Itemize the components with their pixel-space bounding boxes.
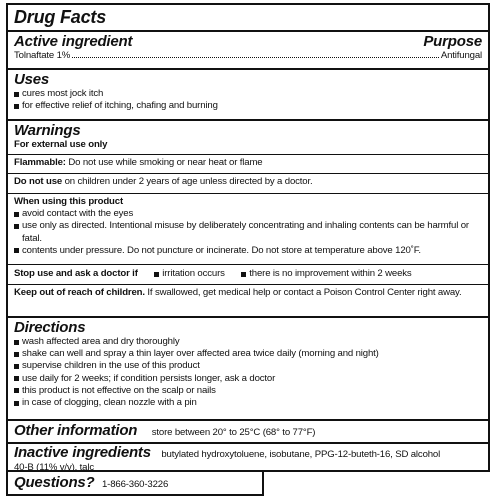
list-item: contents under pressure. Do not puncture or incinerate. Do not store at temperature above 120˚F. <box>14 245 482 257</box>
drug-facts-title: Drug Facts <box>14 7 107 27</box>
divider <box>8 419 488 421</box>
uses-section <box>8 71 488 112</box>
active-ingredient-section <box>8 33 488 62</box>
when-using-list <box>14 208 482 257</box>
divider <box>8 193 488 194</box>
directions-heading: Directions <box>14 319 86 336</box>
divider <box>8 173 488 174</box>
divider <box>8 68 488 70</box>
flammable-text: Do not use while smoking or near heat or flame <box>68 157 263 168</box>
flammable-warning <box>8 157 488 169</box>
directions-list <box>14 336 482 409</box>
uses-heading: Uses <box>14 71 50 88</box>
divider <box>8 30 488 32</box>
do-not-use-label: Do not use <box>14 176 63 187</box>
inactive-ingredients-section <box>8 444 488 474</box>
list-item: in case of clogging, clean nozzle with a pin <box>14 397 482 409</box>
inactive-ingredients-heading: Inactive ingredients <box>14 444 151 461</box>
stop-use-section <box>8 268 488 280</box>
flammable-label: Flammable: <box>14 157 66 168</box>
inactive-ingredients-text-continued: 40-B (11% v/v), talc <box>14 462 94 473</box>
directions-section <box>8 319 488 409</box>
dot-leader <box>72 57 439 58</box>
stop-use-item: there is no improvement within 2 weeks <box>241 268 411 280</box>
list-item: use only as directed. Intentional misuse by deliberately concentrating and inhaling contents can be harmful or fatal. <box>14 220 482 244</box>
external-use-label: For external use only <box>14 139 108 150</box>
list-item: supervise children in the use of this product <box>14 360 482 372</box>
inactive-ingredients-text: butylated hydroxytoluene, isobutane, PPG-12-buteth-16, SD alcohol <box>161 449 441 460</box>
active-ingredient-heading: Active ingredient <box>14 33 133 50</box>
warnings-heading-section <box>8 122 488 151</box>
questions-heading: Questions? <box>14 474 95 491</box>
title-section <box>8 7 488 27</box>
list-item: cures most jock itch <box>14 88 482 100</box>
divider <box>8 316 488 318</box>
other-information-text: store between 20° to 25°C (68° to 77°F) <box>151 427 316 438</box>
stop-use-label: Stop use and ask a doctor if <box>14 268 138 279</box>
list-item: wash affected area and dry thoroughly <box>14 336 482 348</box>
purpose-heading: Purpose <box>423 33 482 50</box>
warnings-heading: Warnings <box>14 122 81 139</box>
do-not-use-warning <box>8 176 488 188</box>
list-item: avoid contact with the eyes <box>14 208 482 220</box>
other-information-section <box>8 422 488 440</box>
keep-out-text: If swallowed, get medical help or contact a Poison Control Center right away. <box>147 287 462 298</box>
divider <box>8 119 488 121</box>
divider <box>8 154 488 155</box>
when-using-section <box>8 196 488 257</box>
do-not-use-text: on children under 2 years of age unless directed by a doctor. <box>64 176 313 187</box>
when-using-label: When using this product <box>14 196 124 207</box>
divider <box>8 284 488 285</box>
list-item: this product is not effective on the scalp or nails <box>14 385 482 397</box>
questions-phone: 1-866-360-3226 <box>101 479 169 490</box>
other-information-heading: Other information <box>14 422 138 439</box>
active-ingredient-name: Tolnaftate 1% <box>14 50 71 61</box>
keep-out-of-reach-section <box>8 287 488 299</box>
divider <box>8 264 488 265</box>
list-item: shake can well and spray a thin layer over affected area twice daily (morning and night) <box>14 348 482 360</box>
keep-out-label: Keep out of reach of children. <box>14 287 145 298</box>
drug-facts-panel <box>6 3 490 472</box>
stop-use-item: irritation occurs <box>154 268 225 280</box>
list-item: use daily for 2 weeks; if condition persists longer, ask a doctor <box>14 373 482 385</box>
purpose-value: Antifungal <box>440 50 482 61</box>
list-item: for effective relief of itching, chafing and burning <box>14 100 482 112</box>
questions-box <box>6 472 264 496</box>
uses-list <box>14 88 482 112</box>
